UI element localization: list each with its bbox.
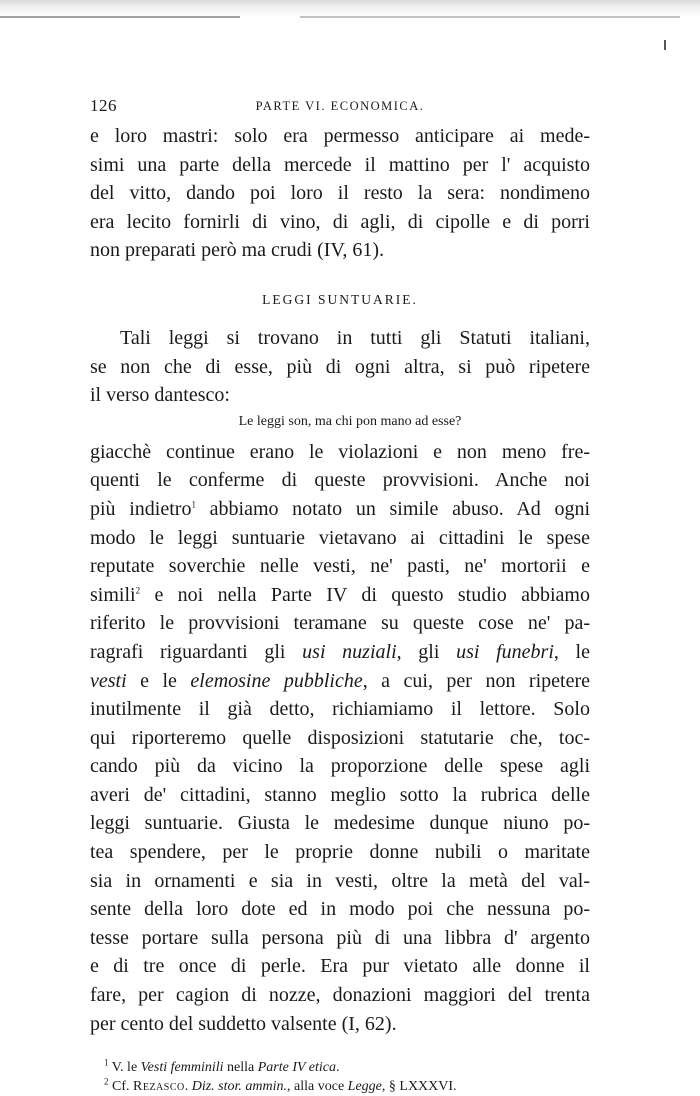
scan-top-edge <box>0 0 700 28</box>
footnote-2 <box>90 1077 590 1096</box>
text-line: cando più da vicino la proporzione delle spese agli <box>90 755 590 778</box>
footnote-1 <box>90 1058 590 1077</box>
text-line: quenti le conferme di queste provvisioni. Anche noi <box>90 469 590 492</box>
text-line: del vitto, dando poi loro il resto la sera: nondimeno <box>90 182 590 205</box>
text-segment: nella <box>223 1060 258 1076</box>
text-segment: V. le <box>111 1060 141 1076</box>
text-segment: . <box>336 1060 340 1076</box>
italic-term: usi nuziali <box>302 640 397 663</box>
footnote-ref-2[interactable]: 2 <box>135 585 141 596</box>
text-line: non preparati però ma crudi (IV, 61). <box>90 239 384 262</box>
text-line <box>90 495 590 524</box>
italic-term: elemosine pubbliche <box>190 669 363 692</box>
text-segment: e le <box>126 669 191 692</box>
footnote-mark: 2 <box>104 1076 109 1087</box>
scan-mark <box>664 40 666 50</box>
italic-term: vesti <box>90 669 127 692</box>
verse-quotation: Le leggi son, ma chi pon mano ad esse? <box>238 413 462 429</box>
section-title: LEGGI SUNTUARIE. <box>262 291 418 307</box>
footnote-ref-1[interactable]: 1 <box>191 499 196 510</box>
footnote-mark: 1 <box>104 1057 109 1068</box>
text-line: riferito le provvisioni teramane su queste cose ne' pa- <box>90 612 590 635</box>
text-segment: , alla voce <box>287 1079 348 1095</box>
text-line: fare, per cagion di nozze, donazioni maggiori del trenta <box>90 984 590 1007</box>
text-line: sente della loro dote ed in modo poi che nessuna po- <box>90 898 590 921</box>
text-segment: , § LXXXVI. <box>381 1079 457 1095</box>
text-segment: , gli <box>396 640 457 663</box>
text-segment: simili <box>90 583 136 606</box>
text-line: averi de' cittadini, stanno meglio sotto la rubrica delle <box>90 783 590 806</box>
italic-term: Vesti femminili <box>140 1060 224 1076</box>
text-segment: ragrafi riguardanti gli <box>90 640 303 663</box>
text-line: leggi suntuarie. Giusta le medesime dunque niuno po- <box>90 812 590 835</box>
text-line: giacchè continue erano le violazioni e non meno fre- <box>90 440 590 463</box>
text-line: tesse portare sulla persona più di una libbra d' argento <box>90 926 590 949</box>
page-number: 126 <box>90 96 117 115</box>
text-line: inutilmente il già detto, richiamiamo il lettore. Solo <box>90 698 590 721</box>
paragraph-continuation <box>90 122 590 265</box>
italic-term: Diz. stor. ammin. <box>191 1079 288 1095</box>
text-line: tea spendere, per le proprie donne nubili o maritate <box>90 841 590 864</box>
text-line: simi una parte della mercede il mattino per l' acquisto <box>90 153 590 176</box>
paragraph-main <box>90 438 590 1038</box>
scan-rule-left <box>0 16 240 18</box>
text-line: Tali leggi si trovano in tutti gli Statuti italiani, <box>120 326 590 349</box>
paragraph-intro <box>90 324 590 410</box>
text-segment: . <box>184 1079 192 1095</box>
text-segment: e noi nella Parte IV di questo studio abbiamo <box>140 583 590 606</box>
text-segment: più indietro <box>90 497 192 520</box>
text-line: il verso dantesco: <box>90 384 230 407</box>
text-line: modo le leggi suntuarie vietavano ai cittadini le spese <box>90 526 590 549</box>
text-line: qui riporteremo quelle disposizioni statutarie che, toc- <box>90 726 590 749</box>
page-header <box>90 96 590 122</box>
text-segment: , a cui, per non ripetere <box>362 669 590 692</box>
text-line: se non che di esse, più di ogni altra, si può ripetere <box>90 355 590 378</box>
italic-term: Legge <box>347 1079 382 1095</box>
book-page <box>90 96 590 1096</box>
text-line <box>90 638 590 667</box>
italic-term: usi funebri <box>456 640 554 663</box>
footnotes <box>90 1058 590 1096</box>
author-name: Rezasco <box>133 1079 185 1095</box>
italic-term: Parte IV etica <box>257 1060 336 1076</box>
text-line: e loro mastri: solo era permesso anticipare ai mede- <box>90 125 590 147</box>
text-line <box>90 581 590 610</box>
text-segment: Cf. <box>112 1079 133 1095</box>
text-line: reputate soverchie nelle vesti, ne' pasti, ne' mortorii e <box>90 555 590 578</box>
text-line: per cento del suddetto valsente (I, 62). <box>90 1012 397 1035</box>
scan-rule-right <box>300 16 680 18</box>
text-line: era lecito fornirli di vino, di agli, di cipolle e di porri <box>90 210 590 233</box>
text-segment: , le <box>553 640 590 663</box>
text-line <box>90 667 590 696</box>
running-head: PARTE VI. ECONOMICA. <box>255 99 425 113</box>
text-segment: abbiamo notato un simile abuso. Ad ogni <box>195 497 590 520</box>
text-line: e di tre once di perle. Era pur vietato alle donne il <box>90 955 590 978</box>
text-line: sia in ornamenti e sia in vesti, oltre la metà del val- <box>90 869 590 892</box>
